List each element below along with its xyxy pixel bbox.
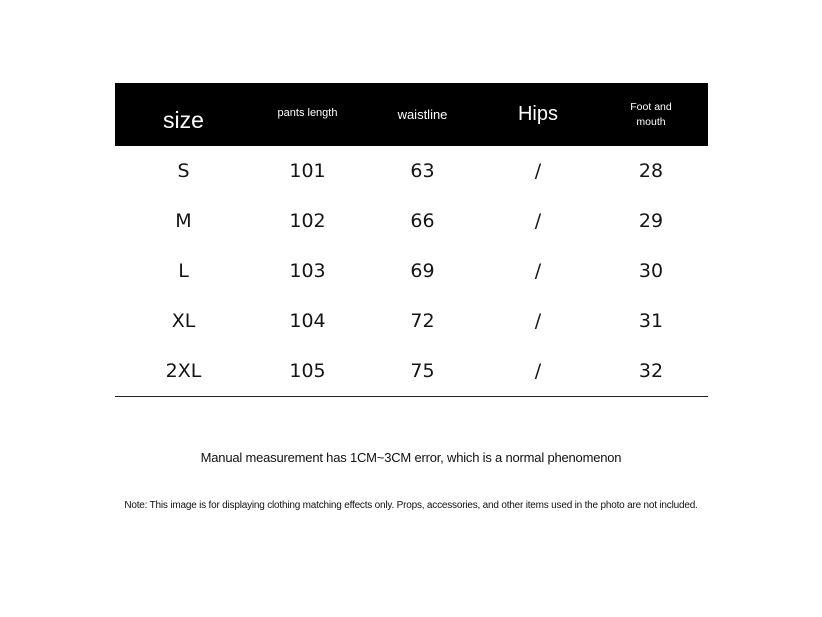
cell-pants-length: 101 (289, 160, 326, 182)
cell-foot-and-mouth: 32 (594, 346, 708, 397)
header-foot-and-mouth-line2: mouth (636, 115, 666, 128)
cell-foot-and-mouth: 29 (638, 210, 664, 232)
cell-pants-length: 104 (289, 310, 326, 332)
cell-waistline: 66 (410, 210, 435, 232)
cell-foot-and-mouth: 28 (638, 160, 664, 182)
cell-size: 2XL (115, 346, 252, 397)
cell-size: S (177, 160, 190, 182)
cell-size: XL (171, 310, 196, 332)
cell-hips: / (534, 310, 542, 332)
cell-hips: / (534, 160, 542, 182)
header-foot-and-mouth-line1: Foot and (630, 101, 672, 114)
table-row (115, 246, 708, 296)
header-waistline: waistline (363, 83, 482, 146)
cell-size: M (175, 210, 192, 232)
table-row (115, 146, 708, 196)
cell-pants-length: 105 (252, 346, 363, 397)
cell-hips: / (534, 210, 542, 232)
cell-waistline: 69 (410, 260, 435, 282)
cell-hips: / (534, 260, 542, 282)
header-foot-and-mouth (594, 83, 708, 146)
cell-pants-length: 103 (289, 260, 326, 282)
cell-waistline: 63 (410, 160, 435, 182)
cell-waistline: 72 (410, 310, 435, 332)
measurement-note: Manual measurement has 1CM~3CM error, which is a normal phenomenon (200, 450, 622, 465)
cell-size: L (178, 260, 189, 282)
table-row (115, 346, 708, 397)
cell-hips: / (482, 346, 594, 397)
cell-foot-and-mouth: 31 (638, 310, 664, 332)
header-size: size (115, 83, 252, 146)
table-row (115, 296, 708, 346)
disclaimer-note: Note: This image is for displaying clothing matching effects only. Props, accessories, and other items used in the photo are not included. (124, 500, 698, 511)
size-chart-table (115, 83, 708, 397)
header-hips: Hips (482, 83, 594, 146)
cell-pants-length: 102 (289, 210, 326, 232)
table-row (115, 196, 708, 246)
table-header-row (115, 83, 708, 146)
cell-foot-and-mouth: 30 (638, 260, 664, 282)
header-pants-length: pants length (252, 83, 363, 146)
cell-waistline: 75 (363, 346, 482, 397)
